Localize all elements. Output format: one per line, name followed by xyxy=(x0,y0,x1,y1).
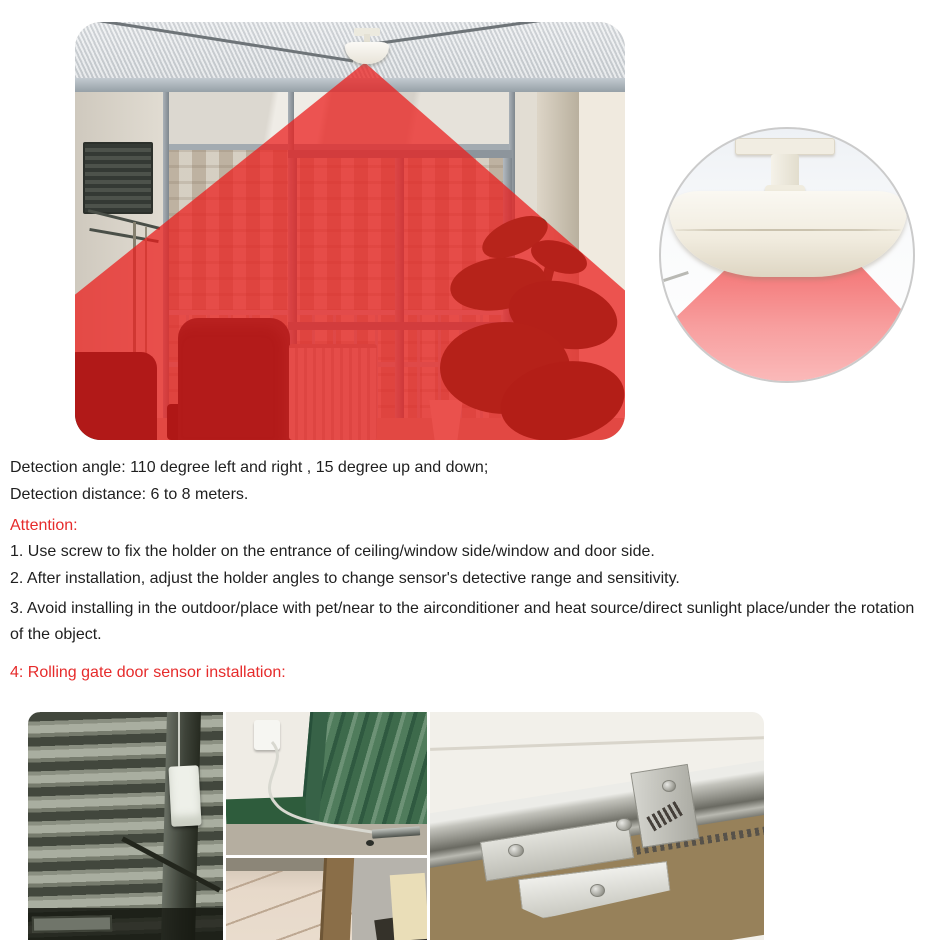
sensor-dome-seam xyxy=(675,229,901,231)
screw xyxy=(662,780,676,792)
sensor-wire xyxy=(178,712,180,770)
installation-photo-collage xyxy=(28,712,764,940)
sensor-dome xyxy=(669,191,907,277)
attention-item-2: 2. After installation, adjust the holder angles to change sensor's detective range and sensitivity. xyxy=(10,570,680,587)
photo-bracket-closeup xyxy=(430,712,764,940)
attention-item-3: 3. Avoid installing in the outdoor/place with pet/near to the airconditioner and heat source/direct sunlight place/under the rotation of the object. xyxy=(10,600,915,643)
attention-item-1: 1. Use screw to fix the holder on the entrance of ceiling/window side/window and door side. xyxy=(10,543,655,560)
screw xyxy=(590,884,605,897)
door-frame xyxy=(320,858,355,940)
sensor-mount-plate xyxy=(735,138,835,155)
sensor-box xyxy=(168,765,201,826)
sensor-wire xyxy=(663,271,689,282)
metal-bar xyxy=(32,915,112,932)
attention-heading: Attention: xyxy=(10,517,78,534)
screw xyxy=(616,818,632,831)
cabinet-edge xyxy=(390,873,427,940)
photo-rolling-shutter-sensor xyxy=(28,712,223,940)
spec-detection-angle: Detection angle: 110 degree left and right , 15 degree up and down; xyxy=(10,459,489,476)
rolling-gate-section-heading: 4: Rolling gate door sensor installation: xyxy=(10,664,286,681)
screw xyxy=(508,844,524,857)
door-groove xyxy=(430,736,764,751)
sensor-anchor xyxy=(366,840,374,846)
air-conditioner-unit xyxy=(83,142,153,214)
hero-photo-detection-range xyxy=(75,22,625,440)
spec-detection-distance: Detection distance: 6 to 8 meters. xyxy=(10,486,249,503)
sensor-wire xyxy=(256,740,376,840)
photo-doorway-floor xyxy=(226,858,427,940)
photo-green-gate-sensor xyxy=(226,712,427,855)
sensor-closeup-inset xyxy=(659,127,915,383)
